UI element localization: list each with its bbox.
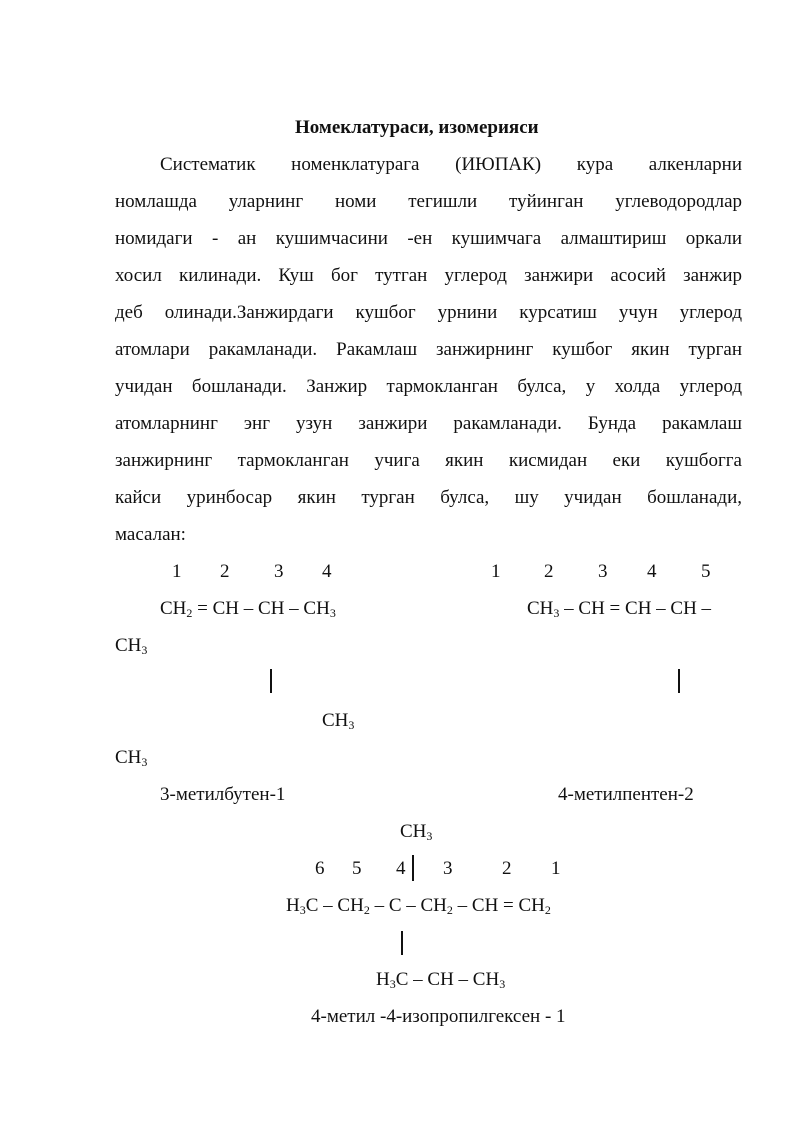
carbon-number: 4 — [322, 561, 332, 582]
paragraph-line: номидаги - ан кушимчасини -ен кушимчага алмаштириш оркали — [115, 228, 742, 249]
carbon-number: 2 — [502, 858, 512, 879]
carbon-number: 5 — [701, 561, 711, 582]
paragraph-line: номлашда уларнинг номи тегишли туйинган углеводородлар — [115, 191, 742, 212]
example3-name: 4-метил -4-изопропилгексен - 1 — [311, 1006, 566, 1027]
example2-name: 4-метилпентен-2 — [558, 784, 694, 805]
page-title: Номеклатураси, изомерияси — [295, 117, 539, 138]
carbon-number: 1 — [491, 561, 501, 582]
example2-branch: $CH_3$ — [115, 747, 148, 769]
carbon-number: 5 — [352, 858, 362, 879]
example1-formula: $CH_2$ = CH – CH – $CH_3$ — [160, 598, 336, 620]
paragraph-line: атомларнинг энг узун занжири ракамланади. Бунда ракамлаш — [115, 413, 742, 434]
carbon-number: 6 — [315, 858, 325, 879]
bond-line — [401, 931, 403, 955]
carbon-number: 3 — [274, 561, 284, 582]
example2-formula-tail: $CH_3$ — [115, 635, 148, 657]
carbon-number: 2 — [220, 561, 230, 582]
bond-line — [678, 669, 680, 693]
bond-line — [270, 669, 272, 693]
carbon-number: 1 — [172, 561, 182, 582]
example1-branch: $CH_3$ — [322, 710, 355, 732]
bond-line — [412, 855, 414, 881]
paragraph-line: масалан: — [115, 524, 186, 545]
paragraph-line: занжирнинг тармокланган учига якин кисмидан еки кушбогга — [115, 450, 742, 471]
paragraph-line: учидан бошланади. Занжир тармокланган булса, у холда углерод — [115, 376, 742, 397]
paragraph-line: Систематик номенклатурага (ИЮПАК) кура алкенларни — [160, 154, 742, 175]
example3-top-branch: $CH_3$ — [400, 821, 433, 843]
example3-formula: $H_3C - CH_2$ – C – $CH_2$ – CH = $CH_2$ — [286, 895, 551, 917]
paragraph-line: хосил килинади. Куш бог тутган углерод занжири асосий занжир — [115, 265, 742, 286]
paragraph-line: деб олинади.Занжирдаги кушбог урнини курсатиш учун углерод — [115, 302, 742, 323]
carbon-number: 3 — [598, 561, 608, 582]
example1-name: 3-метилбутен-1 — [160, 784, 286, 805]
carbon-number: 1 — [551, 858, 561, 879]
carbon-number: 4 — [647, 561, 657, 582]
example2-formula: $CH_3$ – CH = CH – CH – — [527, 598, 712, 620]
carbon-number: 4 — [396, 858, 406, 879]
example3-bottom-branch: $H_3C$ – CH – $CH_3$ — [376, 969, 506, 991]
carbon-number: 3 — [443, 858, 453, 879]
paragraph-line: кайси уринбосар якин турган булса, шу учидан бошланади, — [115, 487, 742, 508]
paragraph-line: атомлари ракамланади. Ракамлаш занжирнинг кушбог якин турган — [115, 339, 742, 360]
carbon-number: 2 — [544, 561, 554, 582]
